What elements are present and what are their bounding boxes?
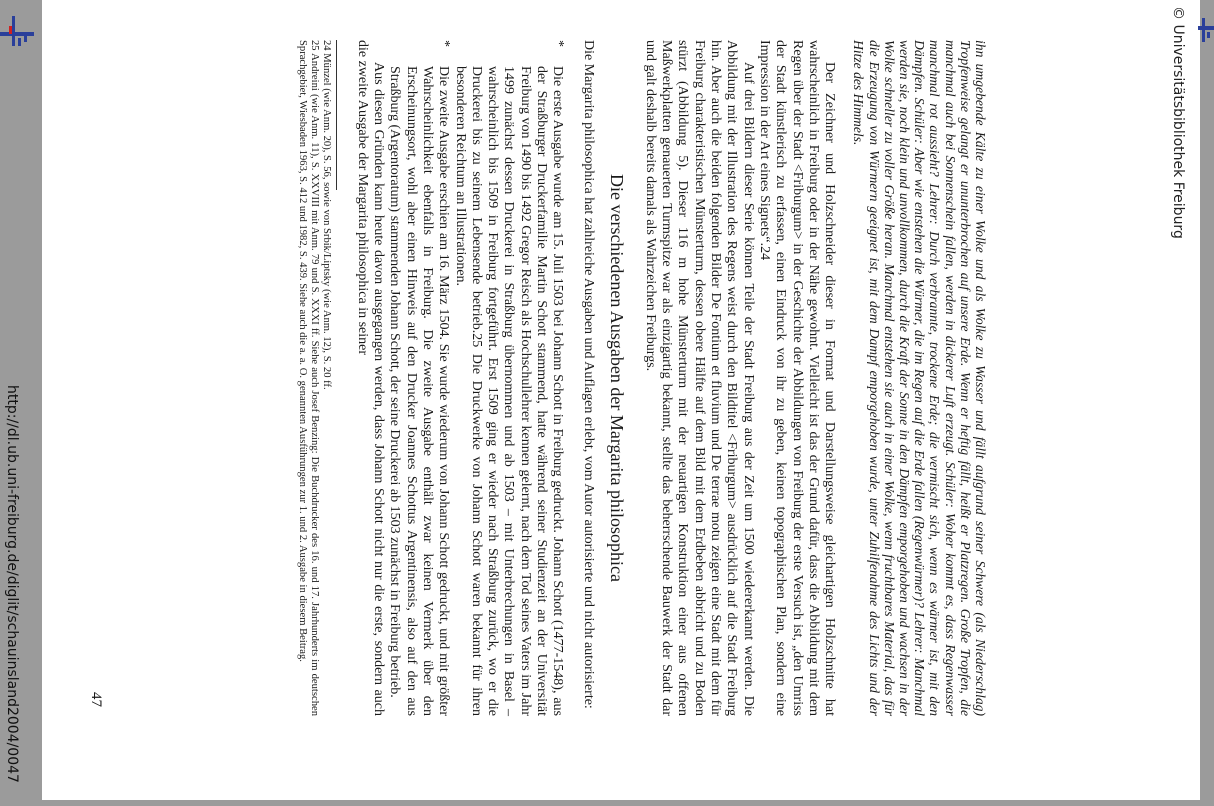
text-block xyxy=(296,40,988,716)
bullet-asterisk: * xyxy=(437,40,453,47)
library-logo-icon xyxy=(1198,18,1214,42)
footnotes xyxy=(296,40,332,716)
right-edge-caption: © Universitätsbibliothek Freiburg xyxy=(1170,6,1186,239)
list-item xyxy=(451,40,565,716)
footnote: 24 Münzel (wie Anm. 20), S. 56, sowie von Srbik/Liptsky (wie Anm. 12), S. 20 ff. xyxy=(321,40,333,390)
footnote: 25 Andreini (wie Anm. 11), S. XXVIII mit Anm. 79 und S. XXXI ff. Siehe auch Josef Benzing: Die Buchdrucker des 16. und 17. Jahrhunderts im deutschen Sprachgebiet, Wiesbaden 1963, S. 412 und 1982, S. 439. Siehe auch die a. a. O. genannten Ausführungen zur 1. und 2. Ausgabe in diesem Beitrag. xyxy=(297,40,321,716)
paragraph: Aus diesen Gründen kann heute davon ausgegangen werden, dass Johann Schott nicht nur die erste, sondern auch die zweite Ausgabe der Margarita philosophica in seiner xyxy=(354,40,387,716)
intro-paragraph: Die Margarita philosophica hat zahlreiche Ausgaben und Auflagen erlebt, vom Autor autorisierte und nicht autorisierte: xyxy=(580,40,596,709)
page-content xyxy=(42,0,1200,800)
list-item xyxy=(386,40,451,716)
scanned-page xyxy=(42,0,1200,800)
italic-passage: ihn umgebende Kälte zu einer Wolke und als Wolke zu Wasser und fällt aufgrund seiner Schwere (als Niederschlag) Tropfenweise gelangt er ununterbrochen auf unsere Erde. Wenn er heftig fällt, heißt er Platzregen. Große Tropfen, die manchmal auch bei Sonnenschein fallen, werden in dickerer Luft erzeugt. Schüler: Woher kommt es, dass Regenwasser manchmal rot aussieht? Lehrer: Durch verbrannte, trockene Erde; die vermischt sich, wenn es wärmer ist, mit den Dämpfen. Schüler: Aber wie entstehen die Würmer, die im Regen auf die Erde fallen (Regenwürmer)? Lehrer: Manchmal werden sie, noch klein und unvollkommen, durch die Kraft der Sonne in den Dämpfen emporgehoben und wachsen in der Wolke schneller zu voller Größe heran. Manchmal entstehen sie auch in einer Wolke, wenn fruchtbares Material, das für die Erzeugung von Würmern geeignet ist, mit dem Dampf emporgehoben wurde, unter Zuhilfenahme des Lichts und der Hitze des Himmels. xyxy=(851,40,988,716)
paragraph: Der Zeichner und Holzschneider dieser in Format und Darstellungsweise gleichartigen Holzschnitte hat wahrscheinlich in Freiburg oder in der Nähe gewohnt. Vielleicht ist das der Grund dafür, dass die Abbildung mit dem Regen über der Stadt <Friburgum> in der Geschichte der Abbildungen von Freiburg der erste Versuch ist, „den Umriss der Stadt künstlerisch zu erfassen, einen Eindruck von ihr zu geben, keinen topographischen Plan, sondern eine Impression in der Art eines Signets“.24 xyxy=(756,40,838,716)
library-logo-icon xyxy=(0,16,34,46)
bullet-asterisk: * xyxy=(551,40,567,47)
section-heading: Die verschiedenen Ausgaben der Margarita philosophica xyxy=(606,173,627,583)
list-item-text: Die zweite Ausgabe erschien am 16. März 1504. Sie wurde wiederum von Johann Schott gedruckt, und mit größter Wahrscheinlichkeit ebenfalls in Freiburg. Die zweite Ausgabe enthält zwar keinen Vermerk über den Erscheinungsort, wohl aber einen Hinweis auf den Drucker Joannes Schottus Argentinensis, also auf den aus Straßburg (Argentoratum) stammenden Johann Schott, der seine Druckerei ab 1503 zunächst in Freiburg betrieb. xyxy=(387,66,452,716)
page-number: 47 xyxy=(88,692,104,707)
footnote-rule xyxy=(332,40,337,190)
source-url[interactable]: http://dl.ub.uni-freiburg.de/diglit/schauinsland2004/0047 xyxy=(4,385,20,783)
list-item-text: Die erste Ausgabe wurde am 15. Juli 1503 bei Johann Schott in Freiburg gedruckt. Johann Schott (1477-1548), aus der Straßburger Druckerfamilie Martin Schott stammend, hatte während seiner Studienzeit an der Universität Freiburg von 1490 bis 1492 Gregor Reisch als Hochschullehrer kennen gelernt, nach dem Tod seines Vaters im Jahr 1499 zunächst dessen Druckerei in Straßburg übernommen und ab 1503 – mit Unterbrechungen in Basel – wahrscheinlich bis 1509 in Freiburg fortgeführt. Erst 1509 ging er wieder nach Straßburg zurück, wo er die Druckerei bis zu seinem Lebensende betrieb.25 Die Druckwerke von Johann Schott waren bekannt für ihren besonderen Reichtum an Illustrationen. xyxy=(452,66,566,716)
paragraph: Auf drei Bildern dieser Serie können Teile der Stadt Freiburg aus der Zeit um 1500 wiedererkannt werden. Die Abbildung mit der Illustration des Regens weist durch den Bildtitel <Friburgum> ausdrücklich auf die Stadt Freiburg hin. Aber auch die beiden folgenden Bilder De Fontium et fluvium und De terrae motu zeigen eine Stadt mit dem für Freiburg charakteristischen Münsterturm, dessen obere Hälfte auf dem Bild mit dem Erdbeben abbricht und zu Boden stürzt (Abbildung 5). Dieser 116 m hohe Münsterturm mit der neuartigen Konstruktion einer aus offenen Maßwerkplatten genauerten Turmspitze war als einzigartig bekannt, stellte das beherrschende Bauwerk der Stadt dar und galt deshalb bereits damals als Wahrzeichen Freiburgs. xyxy=(642,40,756,716)
italic-passage-block xyxy=(851,40,988,716)
